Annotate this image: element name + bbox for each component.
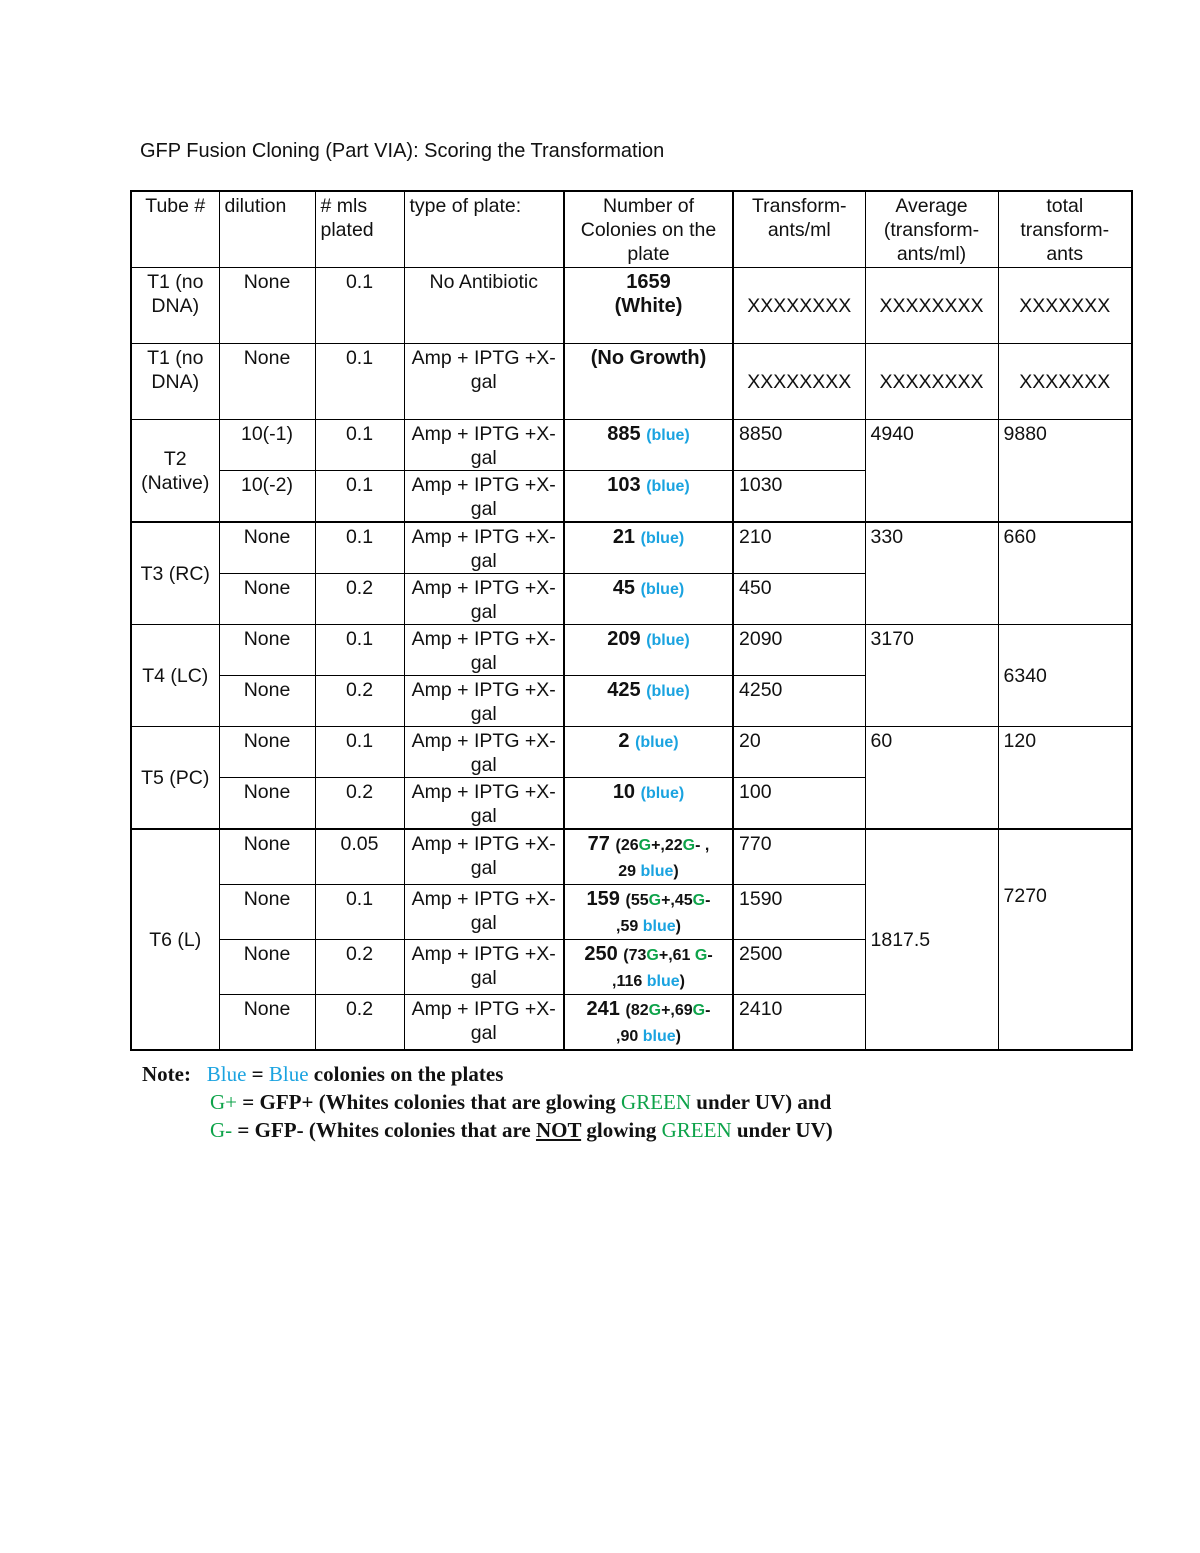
blue-count: 90: [620, 1027, 639, 1045]
colony-color: (blue): [646, 477, 690, 495]
average-cell: XXXXXXXX: [865, 343, 998, 419]
mls-cell: 0.2: [315, 939, 404, 994]
dilution-cell: None: [219, 522, 315, 574]
dilution-cell: None: [219, 675, 315, 726]
legend-not-word: NOT: [535, 1118, 582, 1142]
colony-note: (White): [614, 294, 683, 317]
dilution-cell: None: [219, 343, 315, 419]
g-letter: G: [648, 1001, 662, 1019]
legend-gplus-key: G+: [210, 1090, 238, 1114]
tube-cell: T6 (L): [131, 829, 219, 1050]
colony-color: (blue): [646, 682, 690, 700]
legend-green-word: GREEN: [661, 1118, 732, 1142]
colonies-cell: [564, 624, 733, 675]
mls-cell: 0.1: [315, 726, 404, 777]
dilution-cell: None: [219, 624, 315, 675]
tube-cell: T3 (RC): [131, 522, 219, 625]
note-label: Note:: [142, 1062, 191, 1086]
transformants-cell: 2500: [733, 939, 865, 994]
table-row: [131, 267, 1132, 343]
colonies-cell: [564, 777, 733, 829]
colonies-cell: [564, 267, 733, 343]
colony-count: 209: [607, 627, 641, 650]
transformants-cell: 1590: [733, 884, 865, 939]
header-plate: type of plate:: [404, 191, 564, 267]
g-letter: G: [692, 891, 706, 909]
gfp-minus-count: 69: [674, 1001, 693, 1019]
colony-count: 241: [586, 997, 620, 1020]
header-tube: Tube #: [131, 191, 219, 267]
colony-count: 250: [584, 942, 618, 965]
colonies-cell: [564, 470, 733, 522]
table-row: [131, 419, 1132, 470]
colony-count: 77: [587, 832, 610, 855]
transformants-cell: 210: [733, 522, 865, 574]
transformants-cell: 20: [733, 726, 865, 777]
table-row: [131, 726, 1132, 777]
header-average: Average (transform-ants/ml): [865, 191, 998, 267]
header-mls: # mls plated: [315, 191, 404, 267]
plate-cell: Amp + IPTG +X-gal: [404, 884, 564, 939]
legend-glowing: glowing: [586, 1118, 657, 1142]
plate-cell: Amp + IPTG +X-gal: [404, 829, 564, 885]
transformants-cell: 2410: [733, 994, 865, 1050]
tube-cell: T1 (no DNA): [131, 267, 219, 343]
legend-blue-desc: colonies on the plates: [313, 1062, 504, 1086]
mls-cell: 0.2: [315, 675, 404, 726]
header-dilution: dilution: [219, 191, 315, 267]
transformants-cell: XXXXXXXX: [733, 267, 865, 343]
plate-cell: Amp + IPTG +X-gal: [404, 624, 564, 675]
gfp-plus-count: 82: [630, 1001, 649, 1019]
average-cell: 1817.5: [865, 829, 998, 1050]
colonies-cell: [564, 573, 733, 624]
plate-cell: No Antibiotic: [404, 267, 564, 343]
blue-count: 59: [620, 917, 639, 935]
legend-gminus-desc: = GFP- (Whites colonies that are: [237, 1118, 531, 1142]
colony-color: (blue): [646, 426, 690, 444]
dilution-cell: 10(-1): [219, 419, 315, 470]
colonies-cell: [564, 522, 733, 574]
blue-label: blue: [642, 1027, 676, 1045]
tube-cell: T4 (LC): [131, 624, 219, 726]
plate-cell: Amp + IPTG +X-gal: [404, 675, 564, 726]
mls-cell: 0.1: [315, 884, 404, 939]
transformants-cell: XXXXXXXX: [733, 343, 865, 419]
average-cell: 3170: [865, 624, 998, 726]
colonies-cell: 159 (55G+,45G- ,59 blue): [564, 884, 733, 939]
transformants-cell: 2090: [733, 624, 865, 675]
colonies-cell: [564, 343, 733, 419]
dilution-cell: None: [219, 939, 315, 994]
colony-count: 10: [612, 780, 636, 803]
total-cell: 660: [998, 522, 1132, 625]
gfp-plus-count: 73: [628, 946, 647, 964]
g-letter: G: [692, 1001, 706, 1019]
colonies-cell: [564, 726, 733, 777]
average-cell: 4940: [865, 419, 998, 522]
colony-count: 103: [607, 473, 641, 496]
colony-count: 425: [607, 678, 641, 701]
legend-green-word: GREEN: [621, 1090, 692, 1114]
dilution-cell: None: [219, 884, 315, 939]
mls-cell: 0.2: [315, 573, 404, 624]
dilution-cell: None: [219, 573, 315, 624]
mls-cell: 0.1: [315, 267, 404, 343]
colony-count: 2: [618, 729, 630, 752]
colony-note: (No Growth): [590, 346, 707, 369]
colonies-cell: [564, 419, 733, 470]
gfp-minus-count: 45: [674, 891, 693, 909]
legend-gminus-end: under UV): [736, 1118, 833, 1142]
plate-cell: Amp + IPTG +X-gal: [404, 777, 564, 829]
plate-cell: Amp + IPTG +X-gal: [404, 470, 564, 522]
legend-blue-key: Blue: [206, 1062, 247, 1086]
dilution-cell: 10(-2): [219, 470, 315, 522]
blue-count: 29: [618, 862, 637, 880]
tube-cell: T5 (PC): [131, 726, 219, 829]
colony-color: (blue): [640, 580, 685, 598]
total-cell: 9880: [998, 419, 1132, 522]
blue-label: blue: [642, 917, 676, 935]
legend-note: [142, 1060, 833, 1144]
total-cell: XXXXXXX: [998, 267, 1132, 343]
transformants-cell: 1030: [733, 470, 865, 522]
transformants-cell: 100: [733, 777, 865, 829]
mls-cell: 0.1: [315, 470, 404, 522]
g-letter: G: [694, 946, 708, 964]
table-row: [131, 522, 1132, 574]
tube-cell: T2 (Native): [131, 419, 219, 522]
colony-color: (blue): [646, 631, 690, 649]
legend-gplus-desc: = GFP+ (Whites colonies that are glowing: [242, 1090, 616, 1114]
average-cell: 330: [865, 522, 998, 625]
header-total: total transform-ants: [998, 191, 1132, 267]
colonies-cell: [564, 675, 733, 726]
transformants-cell: 8850: [733, 419, 865, 470]
colony-color: (blue): [640, 529, 685, 547]
colony-count: 45: [612, 576, 636, 599]
dilution-cell: None: [219, 267, 315, 343]
colony-count: 1659: [626, 270, 671, 293]
dilution-cell: None: [219, 726, 315, 777]
blue-label: blue: [646, 972, 680, 990]
plate-cell: Amp + IPTG +X-gal: [404, 994, 564, 1050]
mls-cell: 0.1: [315, 343, 404, 419]
total-cell: XXXXXXX: [998, 343, 1132, 419]
colony-color: (blue): [635, 733, 679, 751]
colony-count: 885: [607, 422, 641, 445]
average-cell: XXXXXXXX: [865, 267, 998, 343]
plate-cell: Amp + IPTG +X-gal: [404, 522, 564, 574]
g-letter: G: [638, 836, 652, 854]
tube-cell: T1 (no DNA): [131, 343, 219, 419]
total-cell: 6340: [998, 624, 1132, 726]
colonies-cell: 77 (26G+,22G- , 29 blue): [564, 829, 733, 885]
dilution-cell: None: [219, 994, 315, 1050]
legend-gminus-key: G-: [210, 1118, 233, 1142]
plate-cell: Amp + IPTG +X-gal: [404, 939, 564, 994]
legend-blue-word: Blue: [268, 1062, 309, 1086]
mls-cell: 0.1: [315, 624, 404, 675]
plate-cell: Amp + IPTG +X-gal: [404, 419, 564, 470]
mls-cell: 0.2: [315, 777, 404, 829]
mls-cell: 0.05: [315, 829, 404, 885]
total-cell: 120: [998, 726, 1132, 829]
gfp-minus-count: 22: [664, 836, 683, 854]
average-cell: 60: [865, 726, 998, 829]
dilution-cell: None: [219, 829, 315, 885]
mls-cell: 0.1: [315, 522, 404, 574]
colony-count: 21: [612, 525, 636, 548]
dilution-cell: None: [219, 777, 315, 829]
mls-cell: 0.2: [315, 994, 404, 1050]
table-row: [131, 624, 1132, 675]
table-row: [131, 829, 1132, 885]
g-letter: G: [648, 891, 662, 909]
gfp-plus-count: 55: [630, 891, 649, 909]
gfp-minus-count: 61: [672, 946, 691, 964]
plate-cell: Amp + IPTG +X-gal: [404, 343, 564, 419]
blue-label: blue: [640, 862, 674, 880]
legend-line-gminus: [142, 1116, 833, 1144]
plate-cell: Amp + IPTG +X-gal: [404, 726, 564, 777]
transformants-cell: 4250: [733, 675, 865, 726]
colony-color: (blue): [640, 784, 685, 802]
header-row: [131, 191, 1132, 267]
total-cell: 7270: [998, 829, 1132, 1050]
plate-cell: Amp + IPTG +X-gal: [404, 573, 564, 624]
mls-cell: 0.1: [315, 419, 404, 470]
legend-gplus-end: under UV) and: [696, 1090, 832, 1114]
legend-equals: =: [251, 1062, 264, 1086]
header-colonies: Number of Colonies on the plate: [564, 191, 733, 267]
header-transformants: Transform-ants/ml: [733, 191, 865, 267]
page-title: GFP Fusion Cloning (Part VIA): Scoring the Transformation: [140, 140, 665, 162]
legend-line-gplus: [142, 1088, 833, 1116]
g-letter: G: [682, 836, 696, 854]
blue-count: 116: [616, 972, 643, 990]
transformants-cell: 770: [733, 829, 865, 885]
transformation-table: [130, 190, 1133, 1051]
colonies-cell: 241 (82G+,69G- ,90 blue): [564, 994, 733, 1050]
colony-count: 159: [586, 887, 620, 910]
legend-line-blue: [142, 1060, 833, 1088]
gfp-plus-count: 26: [620, 836, 639, 854]
table-row: [131, 343, 1132, 419]
g-letter: G: [646, 946, 659, 964]
transformants-cell: 450: [733, 573, 865, 624]
colonies-cell: 250 (73G+,61 G- ,116 blue): [564, 939, 733, 994]
